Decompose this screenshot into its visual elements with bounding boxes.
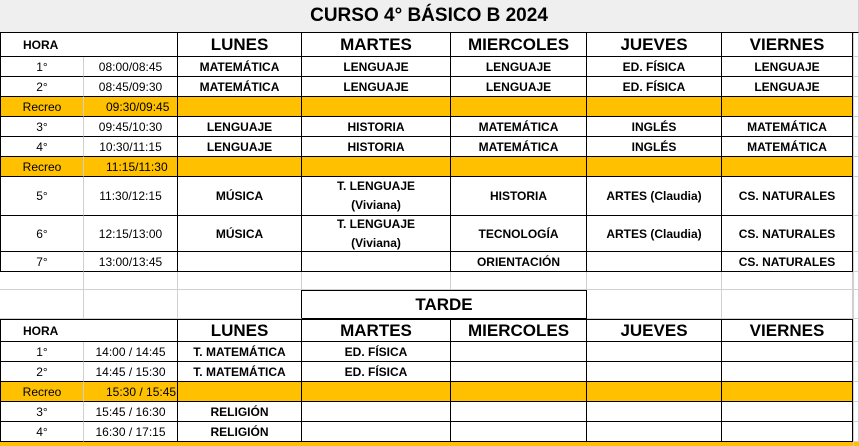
recess-cell[interactable] (587, 382, 722, 402)
subject-cell[interactable] (587, 252, 722, 272)
subject-cell[interactable]: MATEMÁTICA (451, 117, 587, 137)
recess-cell[interactable] (451, 157, 587, 177)
recess-label[interactable]: Recreo (0, 97, 84, 117)
subject-cell[interactable]: INGLÉS (587, 137, 722, 157)
subject-line: T. LENGUAJE (336, 179, 415, 193)
sheet-right-edge (853, 33, 854, 446)
recess-cell[interactable] (178, 157, 302, 177)
subject-cell[interactable]: ARTES (Claudia) (587, 216, 722, 252)
subject-cell[interactable] (722, 362, 853, 382)
empty-cell[interactable] (587, 290, 722, 319)
recess-cell[interactable] (722, 382, 853, 402)
block-time[interactable]: 13:00/13:45 (84, 252, 178, 272)
block-number[interactable]: 5° (0, 177, 84, 216)
empty-cell[interactable] (0, 272, 84, 290)
block-time[interactable]: 09:45/10:30 (84, 117, 178, 137)
recess-cell[interactable] (178, 382, 302, 402)
block-time[interactable]: 15:45 / 16:30 (84, 402, 178, 422)
subject-cell[interactable]: LENGUAJE (722, 57, 853, 77)
block-time[interactable]: 11:30/12:15 (84, 177, 178, 216)
block-number[interactable]: 3° (0, 117, 84, 137)
recess-cell[interactable] (451, 97, 587, 117)
afternoon-title[interactable]: TARDE (302, 290, 587, 319)
recess-cell[interactable] (302, 157, 451, 177)
day-header-lunes[interactable]: LUNES (178, 319, 302, 342)
subject-cell[interactable] (451, 362, 587, 382)
subject-cell[interactable]: ARTES (Claudia) (587, 177, 722, 216)
block-time[interactable]: 14:45 / 15:30 (84, 362, 178, 382)
subject-cell[interactable]: MATEMÁTICA (722, 117, 853, 137)
day-header-viernes[interactable]: VIERNES (722, 319, 853, 342)
subject-cell[interactable] (587, 342, 722, 362)
subject-cell[interactable]: MATEMÁTICA (178, 77, 302, 97)
subject-cell[interactable]: CS. NATURALES (722, 252, 853, 272)
subject-cell[interactable]: HISTORIA (451, 177, 587, 216)
empty-cell[interactable] (722, 272, 853, 290)
block-number[interactable]: 1° (0, 342, 84, 362)
block-number[interactable]: 3° (0, 402, 84, 422)
schedule-title[interactable]: CURSO 4° BÁSICO B 2024 (0, 0, 859, 33)
subject-cell[interactable]: MATEMÁTICA (451, 137, 587, 157)
hora-header[interactable]: HORA (0, 33, 178, 57)
subject-cell[interactable]: CS. NATURALES (722, 177, 853, 216)
subject-cell[interactable] (302, 177, 451, 216)
block-time[interactable]: 08:00/08:45 (84, 57, 178, 77)
day-header-miercoles[interactable]: MIERCOLES (451, 33, 587, 57)
subject-cell[interactable]: TECNOLOGÍA (451, 216, 587, 252)
day-header-miercoles[interactable]: MIERCOLES (451, 319, 587, 342)
subject-cell[interactable]: ED. FÍSICA (587, 77, 722, 97)
empty-cell[interactable] (178, 290, 302, 319)
day-header-lunes[interactable]: LUNES (178, 33, 302, 57)
subject-cell[interactable]: T. MATEMÁTICA (178, 342, 302, 362)
block-number[interactable]: 7° (0, 252, 84, 272)
day-header-jueves[interactable]: JUEVES (587, 33, 722, 57)
subject-cell[interactable] (587, 402, 722, 422)
subject-cell[interactable]: HISTORIA (302, 117, 451, 137)
subject-cell[interactable]: LENGUAJE (302, 77, 451, 97)
recess-cell[interactable] (722, 157, 853, 177)
recess-cell[interactable] (302, 382, 451, 402)
subject-line: (Viviana) (351, 198, 401, 212)
subject-cell[interactable] (722, 402, 853, 422)
subject-cell[interactable]: ED. FÍSICA (302, 362, 451, 382)
subject-cell[interactable] (722, 342, 853, 362)
empty-cell[interactable] (178, 272, 302, 290)
subject-cell[interactable]: LENGUAJE (451, 77, 587, 97)
empty-cell[interactable] (84, 272, 178, 290)
recess-cell[interactable] (178, 97, 302, 117)
subject-cell[interactable]: ED. FÍSICA (587, 57, 722, 77)
block-time[interactable]: 14:00 / 14:45 (84, 342, 178, 362)
recess-row-partial[interactable] (0, 442, 859, 446)
subject-cell[interactable]: MATEMÁTICA (178, 57, 302, 77)
subject-cell[interactable] (451, 342, 587, 362)
empty-cell[interactable] (302, 272, 451, 290)
subject-cell[interactable] (302, 422, 451, 442)
subject-cell[interactable] (587, 362, 722, 382)
block-number[interactable]: 4° (0, 137, 84, 157)
subject-cell[interactable]: T. MATEMÁTICA (178, 362, 302, 382)
subject-cell[interactable] (302, 216, 451, 252)
subject-cell[interactable] (451, 402, 587, 422)
block-time[interactable]: 10:30/11:15 (84, 137, 178, 157)
subject-cell[interactable]: LENGUAJE (178, 137, 302, 157)
recess-cell[interactable] (722, 97, 853, 117)
recess-label[interactable]: Recreo (0, 157, 84, 177)
empty-cell[interactable] (0, 290, 84, 319)
day-header-viernes[interactable]: VIERNES (722, 33, 853, 57)
subject-cell[interactable]: ED. FÍSICA (302, 342, 451, 362)
subject-cell[interactable] (451, 422, 587, 442)
recess-cell[interactable] (587, 97, 722, 117)
subject-cell[interactable] (587, 422, 722, 442)
subject-cell[interactable] (178, 252, 302, 272)
block-number[interactable]: 2° (0, 77, 84, 97)
block-number[interactable]: 2° (0, 362, 84, 382)
subject-cell[interactable]: MÚSICA (178, 177, 302, 216)
subject-cell[interactable]: MÚSICA (178, 216, 302, 252)
recess-time[interactable]: 15:30 / 15:45 (84, 382, 178, 402)
block-time[interactable]: 08:45/09:30 (84, 77, 178, 97)
subject-cell[interactable]: LENGUAJE (722, 77, 853, 97)
block-time[interactable]: 16:30 / 17:15 (84, 422, 178, 442)
day-header-martes[interactable]: MARTES (302, 319, 451, 342)
subject-cell[interactable]: INGLÉS (587, 117, 722, 137)
subject-cell[interactable]: LENGUAJE (451, 57, 587, 77)
block-number[interactable]: 4° (0, 422, 84, 442)
subject-cell[interactable]: ORIENTACIÓN (451, 252, 587, 272)
recess-time[interactable]: 11:15/11:30 (84, 157, 178, 177)
subject-line: (Viviana) (351, 235, 401, 250)
subject-cell[interactable]: MATEMÁTICA (722, 137, 853, 157)
recess-cell[interactable] (302, 97, 451, 117)
subject-cell[interactable]: LENGUAJE (178, 117, 302, 137)
subject-cell[interactable]: RELIGIÓN (178, 402, 302, 422)
recess-cell[interactable] (587, 157, 722, 177)
subject-cell[interactable]: CS. NATURALES (722, 216, 853, 252)
block-number[interactable]: 6° (0, 216, 84, 252)
subject-cell[interactable] (722, 422, 853, 442)
day-header-jueves[interactable]: JUEVES (587, 319, 722, 342)
subject-cell[interactable]: HISTORIA (302, 137, 451, 157)
hora-header[interactable]: HORA (0, 319, 178, 342)
subject-cell[interactable] (302, 252, 451, 272)
subject-line: T. LENGUAJE (336, 216, 415, 231)
subject-cell[interactable]: LENGUAJE (302, 57, 451, 77)
day-header-martes[interactable]: MARTES (302, 33, 451, 57)
recess-cell[interactable] (451, 382, 587, 402)
recess-label[interactable]: Recreo (0, 382, 84, 402)
subject-cell[interactable] (302, 402, 451, 422)
empty-cell[interactable] (587, 272, 722, 290)
recess-time[interactable]: 09:30/09:45 (84, 97, 178, 117)
subject-cell[interactable]: RELIGIÓN (178, 422, 302, 442)
empty-cell[interactable] (84, 290, 178, 319)
empty-cell[interactable] (451, 272, 587, 290)
empty-cell[interactable] (722, 290, 853, 319)
block-number[interactable]: 1° (0, 57, 84, 77)
block-time[interactable]: 12:15/13:00 (84, 216, 178, 252)
